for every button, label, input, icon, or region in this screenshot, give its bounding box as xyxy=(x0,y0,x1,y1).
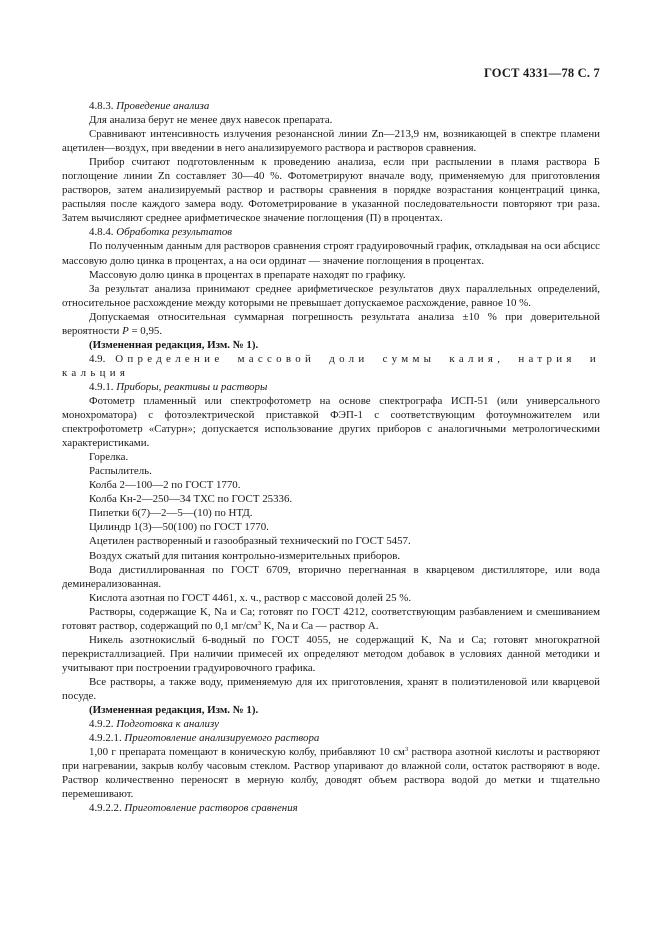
document-body xyxy=(62,99,600,815)
paragraph: Массовую долю цинка в процентах в препарате находят по графику. xyxy=(89,268,406,281)
list-item: Распылитель. xyxy=(89,465,152,478)
list-item: Цилиндр 1(3)—50(100) по ГОСТ 1770. xyxy=(89,521,269,534)
list-item: Колба 2—100—2 по ГОСТ 1770. xyxy=(89,479,241,492)
paragraph: 1,00 г препарата помещают в коническую колбу, прибавляют 10 $см^3$ раствора азотной кислоты и растворяют при нагревании, закрыв колбу часовым стеклом. Раствор упаривают до влажной соли, остаток растворяют в воде. Раствор количественно переносят в мерную колбу, доводят объем раствора водой до метки и тщательно перемешивают. xyxy=(62,746,600,801)
section-heading: 4.9. Определение массовой доли суммы калия, натрия и кальция xyxy=(62,352,600,379)
section-heading: 4.9.2.2. Приготовление растворов сравнения xyxy=(89,802,298,815)
paragraph: Растворы, содержащие K, Na и Ca; готовят по ГОСТ 4212, соответствующим разбавлением и смешиванием готовят раствор, содержащий по 0,1 $мг/см^3$ K, Na и Ca — раствор А. xyxy=(62,605,600,632)
section-heading: 4.8.4. Обработка результатов xyxy=(89,226,233,239)
list-item: Вода дистиллированная по ГОСТ 6709, вторично перегнанная в кварцевом дистилляторе, или вода деминерализованная. xyxy=(62,563,600,590)
section-heading: 4.9.1. Приборы, реактивы и растворы xyxy=(89,380,268,393)
list-item: Воздух сжатый для питания контрольно-измерительных приборов. xyxy=(89,549,401,562)
paragraph: За результат анализа принимают среднее арифметическое результатов двух параллельных определений, относительное расхождение между которыми не превышает допускаемое расхождение, равное 10 %. xyxy=(62,282,600,309)
paragraph: Для анализа берут не менее двух навесок препарата. xyxy=(89,114,333,127)
list-item: Колба Кн-2—250—34 ТХС по ГОСТ 25336. xyxy=(89,493,293,506)
amendment-note: (Измененная редакция, Изм. № 1). xyxy=(89,704,259,717)
paragraph: Прибор считают подготовленным к проведению анализа, если при распылении в пламя раствора Б поглощение линии Zn составляет 30—40 %. Фотометрируют вначале воду, применяемую для приготовления растворов, затем анализируемый раствор и растворы сравнения в порядке возрастания концентраций цинка, распыляя после каждого замера воду. Фотометрирование в указанной последовательности повторяют три раза. Затем вычисляют среднее арифметическое значение поглощения (П) в процентах. xyxy=(62,156,600,225)
paragraph: По полученным данным для растворов сравнения строят градуировочный график, откладывая на оси абсцисс массовую долю цинка в процентах, а на оси ординат — значение поглощения в процентах. xyxy=(62,240,600,267)
paragraph: Сравнивают интенсивность излучения резонансной линии Zn—213,9 нм, возникающей в спектре пламени ацетилен—воздух, при введении в него анализируемого раствора и растворов сравнения. xyxy=(62,128,600,155)
list-item: Кислота азотная по ГОСТ 4461, х. ч., раствор с массовой долей 25 %. xyxy=(89,591,412,604)
paragraph: Никель азотнокислый 6-водный по ГОСТ 4055, не содержащий K, Na и Ca; готовят многократной перекристаллизацией. При наличии примесей их определяют методом добавок в условиях данной методики и учитывают при построении градуировочного графика. xyxy=(62,633,600,674)
section-heading: 4.9.2.1. Приготовление анализируемого раствора xyxy=(89,732,320,745)
section-heading: 4.8.3. Проведение анализа xyxy=(89,100,210,112)
list-item: Пипетки 6(7)—2—5—(10) по НТД. xyxy=(89,507,253,520)
paragraph: Фотометр пламенный или спектрофотометр на основе спектрографа ИСП-51 (или универсального монохроматора) с фотоэлектрической приставкой ФЭП-1 с соответствующим фотоумножителем или спектрофотометр «Сатурн»; допускается использование других приборов с аналогичными метрологическими характеристиками. xyxy=(62,394,600,450)
page-header: ГОСТ 4331—78 С. 7 xyxy=(483,66,600,80)
list-item: Горелка. xyxy=(89,451,129,464)
amendment-note: (Измененная редакция, Изм. № 1). xyxy=(89,338,259,351)
section-heading: 4.9.2. Подготовка к анализу xyxy=(89,718,219,731)
paragraph: Допускаемая относительная суммарная погрешность результата анализа ±10 % при доверительной вероятности P = 0,95. xyxy=(62,310,600,337)
list-item: Ацетилен растворенный и газообразный технический по ГОСТ 5457. xyxy=(89,535,411,548)
paragraph: Все растворы, а также воду, применяемую для их приготовления, хранят в полиэтиленовой или кварцевой посуде. xyxy=(62,675,600,702)
